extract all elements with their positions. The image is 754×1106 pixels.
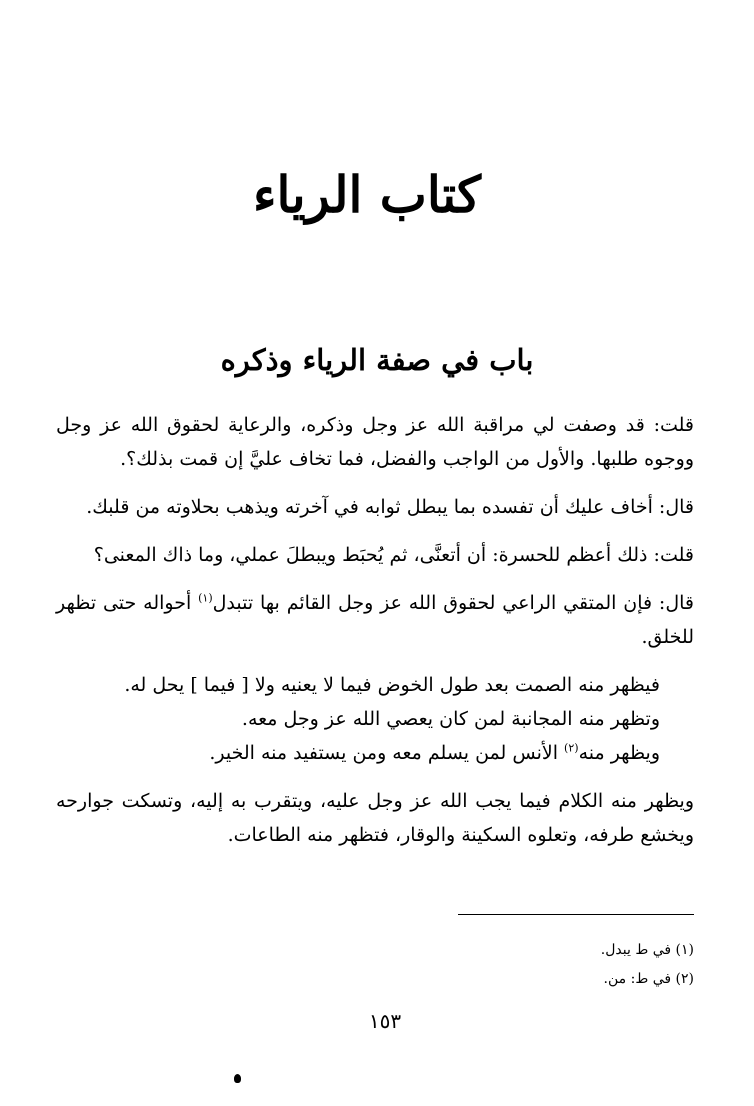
paragraph: قلت: قد وصفت لي مراقبة الله عز وجل وذكره، والرعاية لحقوق الله عز وجل ووجوه طلبها. والأول من الواجب والفضل، فما تخاف عليَّ إن قمت بذلك؟.	[56, 414, 694, 470]
page-number: ١٥٣	[368, 1009, 402, 1033]
paragraph: وتظهر منه المجانبة لمن كان يعصي الله عز وجل معه.	[241, 708, 660, 730]
footnote: (١) في ط يبدل.	[600, 942, 694, 958]
ink-mark	[234, 1074, 241, 1083]
footnotes	[294, 936, 694, 994]
paragraph: فيظهر منه الصمت بعد طول الخوض فيما لا يعنيه ولا [ فيما ] يحل له.	[124, 674, 660, 696]
footnote-reference: (٢)	[564, 741, 579, 755]
paragraph: ويظهر منه الكلام فيما يجب الله عز وجل عليه، ويتقرب به إليه، وتسكت جوارحه ويخشع طرفه، وتعلوه السكينة والوقار، فتظهر منه الطاعات.	[56, 790, 694, 846]
book-title: كتاب الرياء	[253, 165, 481, 224]
body-text	[56, 408, 694, 866]
paragraph-text: الأنس لمن يسلم معه ومن يستفيد منه الخير.	[209, 742, 565, 764]
paragraph: قال: أخاف عليك أن تفسده بما يبطل ثوابه في آخرته ويذهب بحلاوته من قلبك.	[86, 496, 694, 518]
footnote-reference: (١)	[198, 591, 213, 605]
paragraph-text: ويظهر منه	[578, 742, 660, 764]
paragraph: قلت: ذلك أعظم للحسرة: أن أتعنَّى، ثم يُحبَط ويبطلَ عملي، وما ذاك المعنى؟	[93, 544, 694, 566]
paragraph-text: قال: فإن المتقي الراعي لحقوق الله عز وجل القائم بها تتبدل	[212, 592, 694, 614]
paragraph	[56, 736, 694, 770]
footnote: (٢) في ط: من.	[603, 971, 694, 987]
paragraph-text: أحواله حتى تظهر للخلق.	[56, 592, 694, 648]
paragraph	[56, 586, 694, 654]
footnote-divider	[458, 914, 694, 915]
chapter-title: باب في صفة الرياء وذكره	[220, 343, 534, 377]
